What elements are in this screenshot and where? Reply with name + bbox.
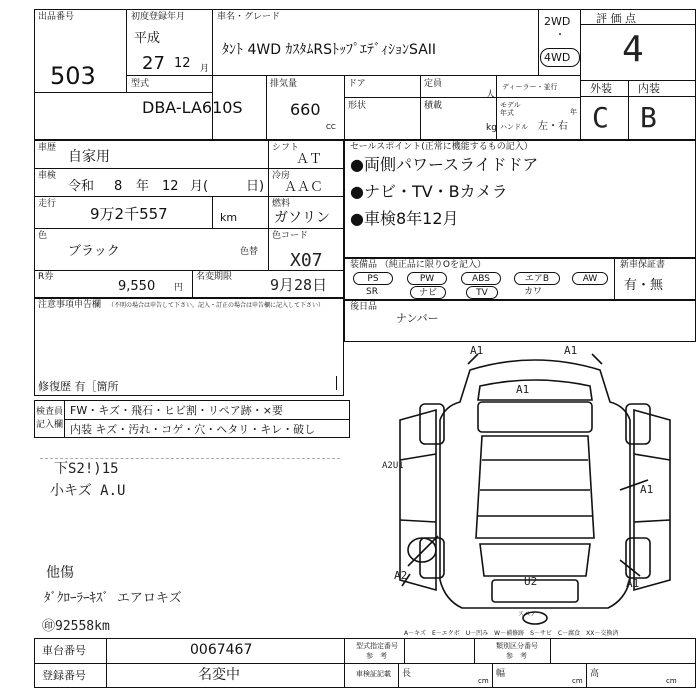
inspection-month-unit: 月( <box>190 179 209 194</box>
notes-label: 注意事項申告欄 <box>38 300 102 310</box>
equip-sr: SR <box>366 287 378 297</box>
inspector-label-1: 検査員 <box>36 407 64 417</box>
pill-aw: AW <box>572 272 608 285</box>
diagram-mark-left-side: A2U1 <box>382 461 404 471</box>
chassis-value: 0067467 <box>190 642 253 658</box>
interior-label: 内装 <box>638 82 660 95</box>
shift-label: シフト <box>272 143 300 153</box>
dim-width: 幅 <box>496 669 506 679</box>
reg-value: 名変中 <box>198 667 240 683</box>
selling-point-2: ●ナビ・TV・Bカメラ <box>350 182 508 201</box>
cert-sub: 参 考 <box>366 652 387 660</box>
new-car-warranty-label: 新車保証書 <box>620 260 666 270</box>
type-label: 型式 <box>131 79 150 89</box>
color-change-label: 色替 <box>240 247 259 257</box>
class-sub: 参 考 <box>506 652 527 660</box>
dims-label: 車検証記載 <box>356 670 391 678</box>
lot-label: 出品番号 <box>38 12 75 22</box>
history-value: 自家用 <box>68 149 110 165</box>
note-line-2: 小キズ A.U <box>50 483 126 499</box>
warranty-value: 有・無 <box>624 278 664 293</box>
lot-number: 503 <box>50 62 96 90</box>
first-reg-month: 12 <box>174 56 191 71</box>
fuel-value: ガソリン <box>274 210 330 226</box>
dim-height: 高 <box>590 669 600 679</box>
capacity-unit: 人 <box>486 90 496 100</box>
diagram-mark-rear-right: A1 <box>626 577 640 590</box>
displacement-value: 660 <box>290 100 321 119</box>
equipment-label: 装備品 （純正品に限りOを記入） <box>350 260 486 270</box>
first-reg-label: 初度登録年月 <box>131 12 186 22</box>
expiry-label: 名変期限 <box>196 272 233 282</box>
reg-label: 登録番号 <box>42 669 86 682</box>
mileage-value: 9万2千557 <box>90 205 168 223</box>
fuel-label: 燃料 <box>272 199 291 209</box>
color-code-label: 色コード <box>272 231 309 241</box>
chassis-label: 車台番号 <box>42 644 86 657</box>
diagram-mark-hood: A1 <box>516 383 530 396</box>
score-value: 4 <box>622 29 644 70</box>
inspection-era: 令和 <box>68 179 95 194</box>
note-lines <box>40 458 340 629</box>
rear-items-content: ナンバー <box>396 312 439 325</box>
pill-ps: PS <box>353 272 393 285</box>
load-label: 積載 <box>424 101 443 111</box>
drive-4wd: 4WD <box>544 51 571 64</box>
first-reg-era: 平成 <box>134 31 161 46</box>
note-line-5: ㊞92558km <box>42 619 110 634</box>
dim-width-unit: cm <box>572 677 583 685</box>
first-reg-year: 27 <box>142 53 165 74</box>
inspector-label-2: 記入欄 <box>36 420 64 430</box>
inspection-year-unit: 年 <box>136 179 150 194</box>
door-label: ドア <box>348 79 366 89</box>
yen-unit: 円 <box>174 283 184 293</box>
shift-value: ＡＴ <box>296 152 323 167</box>
expiry-value: 9月28日 <box>270 276 328 294</box>
displacement-label: 排気量 <box>270 79 298 89</box>
recycle-label: R券 <box>38 272 54 282</box>
equip-leather: カワ <box>524 287 543 297</box>
diagram-mark-front-right: A1 <box>564 344 578 357</box>
inspection-label: 車検 <box>38 171 57 181</box>
repair-history: 修復歴 有［箇所 <box>38 380 119 393</box>
capacity-label: 定員 <box>424 79 443 89</box>
pill-navi: ナビ <box>410 286 446 299</box>
model-label: 車名・グレード <box>217 12 281 22</box>
shape-label: 形状 <box>348 101 367 111</box>
damage-legend: A－キズ E－エクボ U－凹み W－補修跡 S－サビ C－腐食 XX－交換済 <box>404 630 619 637</box>
note-line-1: 下S2!)15 <box>54 461 119 477</box>
rear-items-label: 後日品 <box>350 302 378 312</box>
dim-height-unit: cm <box>666 677 677 685</box>
interior-grade: B <box>640 101 657 134</box>
drive-dot: ・ <box>555 30 565 41</box>
drive-2wd: 2WD <box>544 15 571 28</box>
pill-tv: TV <box>466 286 498 299</box>
inspection-day-unit: 日) <box>246 179 265 194</box>
ac-value: ＡＡＣ <box>284 180 324 195</box>
model-name: ﾀﾝﾄ 4WD ｶｽﾀﾑRSﾄｯﾌﾟｴﾃﾞｨｼｮﾝSAII <box>222 42 437 58</box>
class-label: 類別区分番号 <box>496 642 538 650</box>
color-label: 色 <box>38 231 48 241</box>
recycle-value: 9,550 <box>118 279 156 294</box>
color-value: ブラック <box>68 244 120 259</box>
pill-abs: ABS <box>461 272 501 285</box>
mileage-label: 走行 <box>38 199 57 209</box>
exterior-label: 外装 <box>590 82 612 95</box>
dealer-label: ディーラー・並行 <box>502 83 558 91</box>
score-label: 評 価 点 <box>596 12 636 25</box>
exterior-grade: C <box>592 101 609 134</box>
diagram-mark-right-side: A1 <box>640 483 654 496</box>
handle-label: ハンドル <box>500 123 528 131</box>
color-code-value: X07 <box>290 250 323 271</box>
diagram-mark-rear-left: A2 <box>394 569 408 582</box>
spare-label: スペア <box>518 611 537 618</box>
pill-airbag: エアB <box>514 272 560 285</box>
cert-label: 型式指定番号 <box>356 642 398 650</box>
inspection-month: 12 <box>162 179 179 194</box>
selling-points-label: セールスポイント(正常に機能するもの記入） <box>350 142 533 152</box>
cc-unit: CC <box>326 123 336 131</box>
pill-pw: PW <box>407 272 447 285</box>
inspection-year: 8 <box>114 179 123 194</box>
first-reg-month-unit: 月 <box>200 64 210 74</box>
dim-length: 長 <box>402 669 412 679</box>
selling-point-3: ●車検8年12月 <box>350 209 459 228</box>
notes-sublabel: （不明の場合は申告して下さい。記入・訂正の場合は申告欄に記入して下さい） <box>108 302 325 309</box>
load-unit: kg <box>486 123 497 133</box>
note-line-4: ﾀﾞｸﾛｰﾗｰｷｽﾞ エアロキズ <box>44 591 182 606</box>
inspector-row-2: 内装 キズ・汚れ・コゲ・穴・ヘタリ・キレ・破し <box>70 423 316 436</box>
inspector-row-1: FW・キズ・飛石・ヒビ割・リペア跡・×要 <box>70 404 283 417</box>
dim-length-unit: cm <box>478 677 489 685</box>
note-line-3: 他傷 <box>46 565 74 581</box>
diagram-mark-rear: U2 <box>524 575 538 588</box>
ac-label: 冷房 <box>272 171 291 181</box>
model-year-label: モデル 年式 <box>500 101 521 117</box>
history-label: 車歴 <box>38 143 57 153</box>
diagram-mark-front-left: A1 <box>470 344 484 357</box>
handle-value: 左・右 <box>538 121 568 132</box>
year-unit: 年 <box>570 108 577 116</box>
selling-point-1: ●両側パワースライドドア <box>350 155 539 174</box>
type-code: DBA-LA610S <box>142 98 243 117</box>
mileage-unit: km <box>220 211 238 224</box>
